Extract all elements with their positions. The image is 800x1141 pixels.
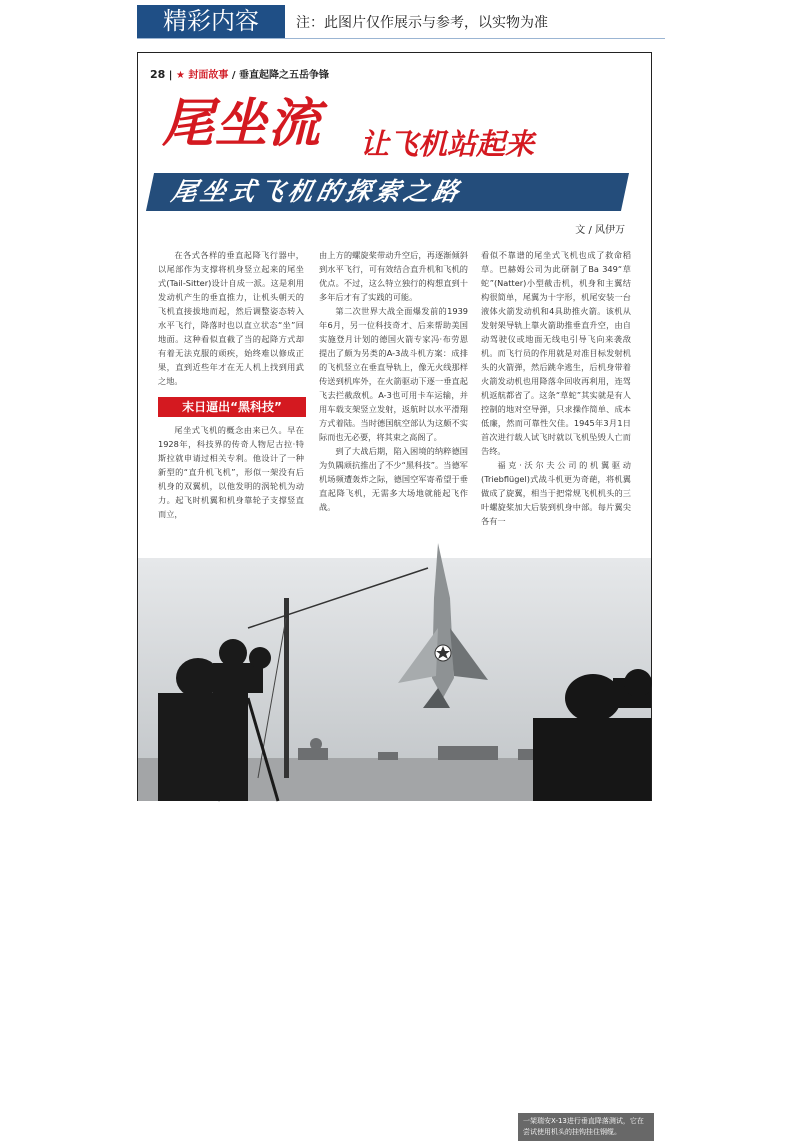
header-topic: 垂直起降之五岳争锋 (239, 70, 330, 81)
article-column-1 (158, 248, 304, 388)
page-number: 28 (150, 68, 166, 81)
star-icon: ★ (175, 70, 185, 81)
paragraph: 看似不靠谱的尾坐式飞机也成了救命稻草。巴赫姆公司为此研制了Ba 349“草蛇”(Natter)小型截击机，机身和主翼结构很简单，尾翼为十字形，机尾安装一台液体火箭发动机和4具助推火箭。该机从发射架导轨上靠火箭助推垂直升空，由自动驾驶仪或地面无线电引导飞向来袭敌机。而飞行员的作用就是对准目标发射机头的火箭弹，然后跳伞逃生，后机身带着火箭发动机也用降落伞回收再利用，连驾机返航都省了。这条“草蛇”其实就是有人控制的地对空导弹，只求操作简单、成本低廉，然而可靠性欠佳。1945年3月1日首次进行载人试飞时就以飞机坠毁人亡而告终。 (481, 250, 631, 456)
title-sub: 让飞机站起来 (360, 127, 535, 161)
paragraph: 福克·沃尔夫公司的机翼驱动(Triebflügel)式战斗机更为奇葩，将机翼做成了旋翼，相当于把常规飞机机头的三叶螺旋桨加大后装到机身中部。每片翼尖各有一 (481, 460, 631, 526)
magazine-page (137, 52, 652, 1136)
header-section: 封面故事 (188, 70, 229, 81)
photo-x13-test (138, 558, 651, 1136)
paragraph: 在各式各样的垂直起降飞行器中，以尾部作为支撑将机身竖立起来的尾坐式(Tail-Sitter)设计自成一派。这是利用发动机产生的垂直推力，让机头朝天的飞机直接拔地而起，然后调整姿态转入水平飞行，降落时也以直立状态“坐”回地面。这种看似直截了当的起降方式却有着无法克服的顽疾，始终难以修成正果，直到近些年才在无人机上找到用武之地。 (158, 250, 304, 386)
paragraph: 尾坐式飞机的概念由来已久。早在1928年，科技界的传奇人物尼古拉·特斯拉就申请过相关专利。他设计了一种新型的“直升机飞机”，形似一架没有后机身的双翼机，以他发明的涡轮机为动力。起飞时机翼和机身靠轮子支撑竖直而立， (158, 425, 304, 519)
page-header (150, 66, 329, 81)
paragraph: 由上方的螺旋桨带动升空后，再逐渐倾斜到水平飞行，可有效结合直升机和飞机的优点。不过，这么特立独行的构想直到十多年后才有了实践的可能。 (319, 250, 468, 302)
title-main: 尾坐流 (162, 94, 322, 154)
article-column-3 (481, 248, 631, 528)
banner-divider (137, 38, 665, 39)
article-column-2 (319, 248, 468, 514)
paragraph: 到了大战后期，陷入困境的纳粹德国为负隅顽抗推出了不少“黑科技”。当德军机场频遭轰炸之际，德国空军寄希望于垂直起降飞机，无需多大场地就能起飞作战。 (319, 446, 468, 512)
header-divider: | (168, 70, 176, 81)
banner-tag: 精彩内容 (137, 5, 285, 38)
section-heading: 末日逼出“黑科技” (158, 397, 306, 417)
photo-caption: 一架瑞安X-13进行垂直降落测试，它在尝试使用机头的挂钩挂住钢缆。 (518, 1113, 654, 1141)
header-slash: / (231, 70, 240, 81)
subtitle-text: 尾坐式飞机的探索之路 (169, 177, 466, 206)
banner-note: 注：此图片仅作展示与参考，以实物为准 (296, 15, 548, 31)
paragraph: 第二次世界大战全面爆发前的1939年6月，另一位科技奇才、后来帮助美国实施登月计划的德国火箭专家冯·布劳恩提出了颇为另类的A-3战斗机方案：成排的飞机竖立在垂直导轨上，像无火线那样传送到机库外，在火箭驱动下逐一垂直起飞去拦截敌机。A-3也可用卡车运输，并用车载支架竖立发射，返航时以水平滑翔方式着陆。当时德国航空部认为这颇不实际而也无必要，将其束之高阁了。 (319, 306, 468, 442)
article-column-1b (158, 423, 304, 521)
photo-illustration (138, 558, 651, 801)
subtitle-bar (146, 173, 629, 211)
author: 文 / 风伊万 (575, 225, 625, 236)
